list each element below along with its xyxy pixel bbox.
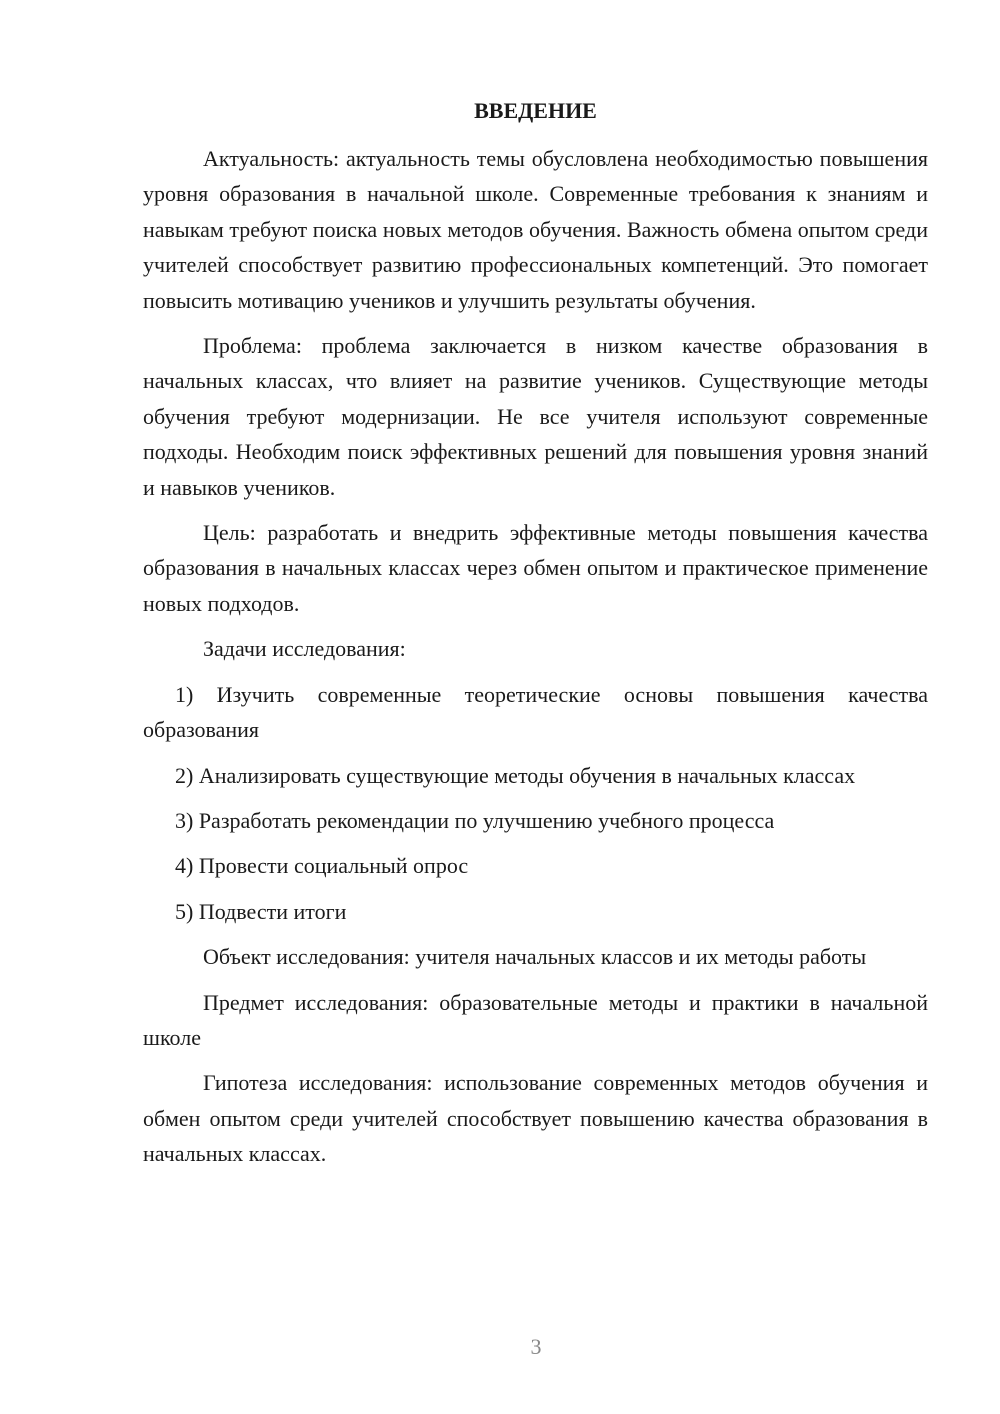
paragraph-goal: Цель: разработать и внедрить эффективные методы повышения качества образования в начальных классах через обмен опытом и практическое применение новых подходов. (143, 520, 928, 616)
task-item-3: 3) Разработать рекомендации по улучшению учебного процесса (175, 807, 775, 833)
page-number: 3 (530, 1334, 542, 1359)
paragraph-relevance: Актуальность: актуальность темы обусловлена необходимостью повышения уровня образования в начальной школе. Современные требования к знаниям и навыкам требуют поиска новых методов обучения. Важность обмена опытом среди учителей способствует развитию профессиональных компетенций. Это помогает повысить мотивацию учеников и улучшить результаты обучения. (143, 146, 928, 313)
task-item-1: 1) Изучить современные теоретические основы повышения качества образования (143, 681, 928, 743)
tasks-heading: Задачи исследования: (203, 636, 406, 662)
page-title: ВВЕДЕНИЕ (474, 98, 597, 123)
task-item-5: 5) Подвести итоги (175, 898, 347, 924)
paragraph-object: Объект исследования: учителя начальных классов и их методы работы (203, 944, 867, 970)
task-item-2: 2) Анализировать существующие методы обучения в начальных классах (175, 762, 856, 788)
document-body (143, 141, 928, 1172)
paragraph-subject: Предмет исследования: образовательные методы и практики в начальной школе (143, 989, 928, 1050)
paragraph-hypothesis: Гипотеза исследования: использование современных методов обучения и обмен опытом среди учителей способствует повышению качества образования в начальных классах. (143, 1070, 928, 1167)
task-item-4: 4) Провести социальный опрос (175, 853, 469, 879)
paragraph-problem: Проблема: проблема заключается в низком качестве образования в начальных классах, что влияет на развитие учеников. Существующие методы обучения требуют модернизации. Не все учителя используют современные подходы. Необходим поиск эффективных решений для повышения уровня знаний и навыков учеников. (143, 333, 928, 500)
